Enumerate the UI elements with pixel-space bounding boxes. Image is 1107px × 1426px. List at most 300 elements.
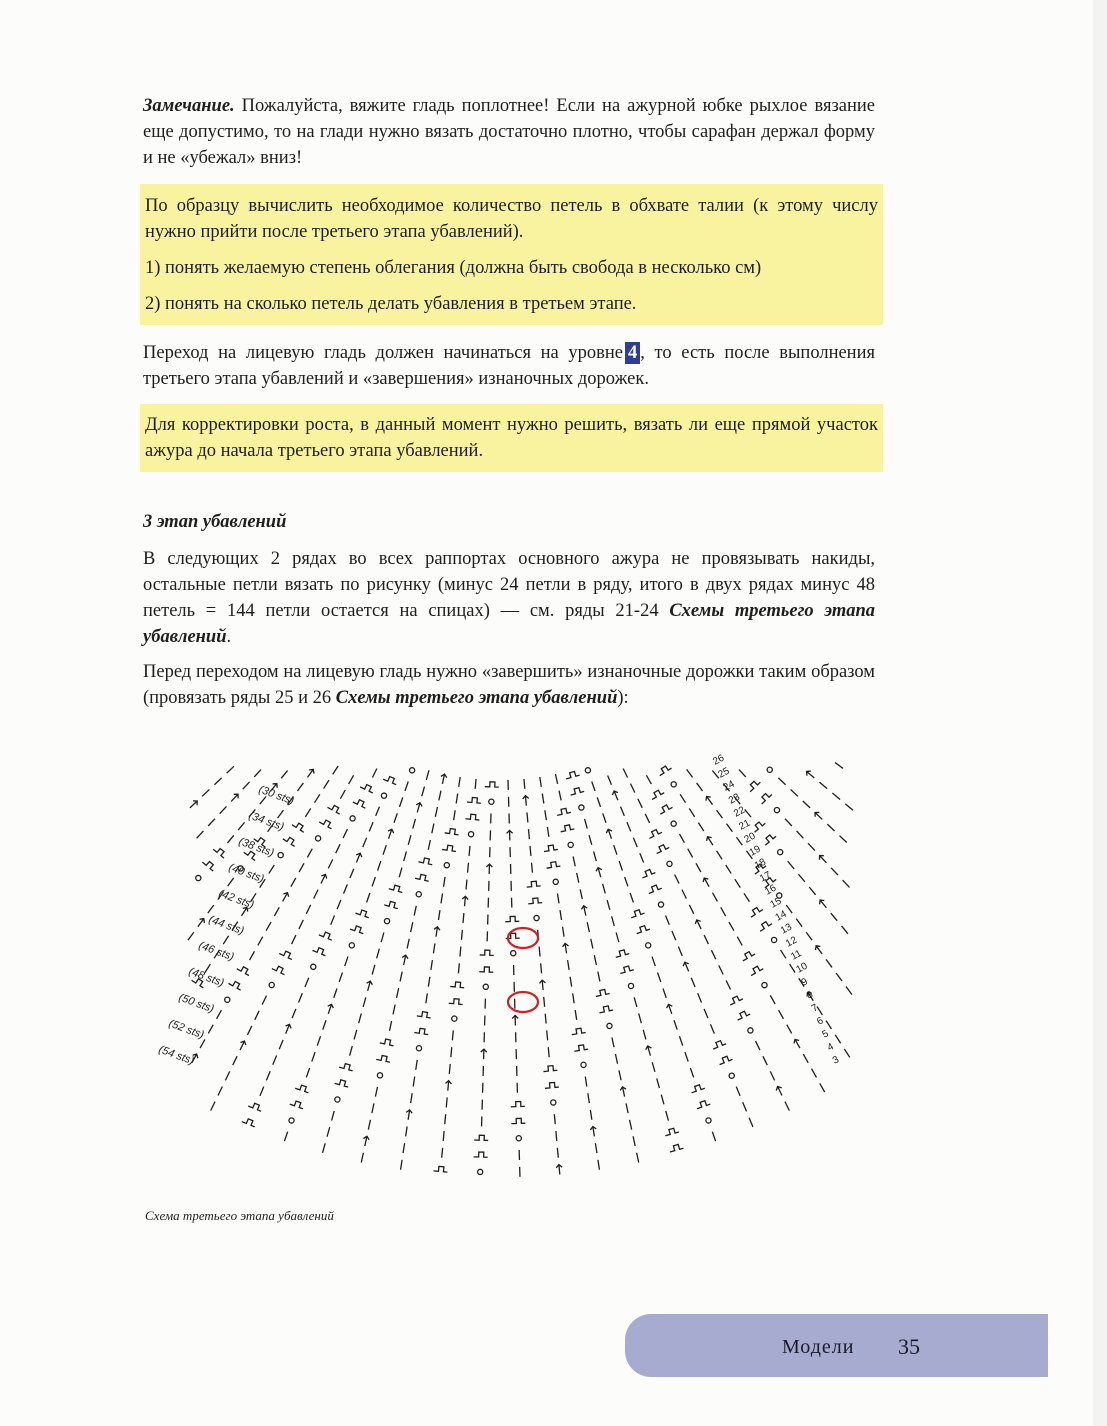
- stitch-symbol: [650, 788, 665, 799]
- stitch-symbol: [213, 845, 227, 858]
- note-paragraph: [143, 93, 875, 171]
- stitch-symbol: [614, 845, 617, 854]
- stitch-symbol: [218, 1087, 222, 1096]
- stitch-symbol: [740, 950, 755, 961]
- stitch-symbol: [666, 1111, 669, 1121]
- stitch-symbol: [580, 889, 582, 899]
- stitch-symbol: [545, 810, 547, 820]
- stitch-symbol: [711, 1039, 726, 1049]
- stitch-symbol: [405, 781, 408, 790]
- stitch-symbol: [306, 905, 310, 914]
- highlight1-p2: 1) понять желаемую степень облегания (должна быть свобода в несколько см): [145, 258, 762, 278]
- stitch-symbol: [667, 861, 672, 866]
- stitch-symbol: [778, 778, 785, 785]
- stitch-symbol: [305, 978, 309, 987]
- stitch-symbol: [568, 842, 573, 847]
- stitch-symbol: [588, 1093, 590, 1103]
- stitch-symbol: [376, 1054, 391, 1062]
- stitch-symbol: [369, 822, 373, 831]
- stitch-symbol: [607, 1023, 612, 1028]
- stitch-symbol: [788, 861, 794, 869]
- stitch-symbol: [512, 1015, 518, 1025]
- stitch-symbol: [704, 795, 715, 807]
- stitch-symbol: [797, 831, 804, 838]
- stitch-symbol: [208, 819, 215, 826]
- stitch-symbol: [376, 807, 380, 816]
- stitch-symbol: [539, 947, 540, 957]
- stitch-symbol: [787, 1025, 792, 1034]
- stitch-symbol: [826, 1021, 831, 1029]
- stitch-symbol: [736, 1087, 740, 1096]
- stitch-symbol: [292, 820, 306, 832]
- stitch-symbol: [598, 972, 600, 982]
- stitch-symbol: [805, 769, 817, 780]
- stitch-symbol: [426, 770, 429, 780]
- stitch-symbol: [556, 1164, 563, 1175]
- stitch-symbol: [339, 1062, 354, 1071]
- stitch-symbol: [401, 955, 409, 966]
- stitch-symbol: [560, 824, 575, 832]
- stitch-symbol: [481, 1049, 487, 1059]
- row-number-label: 15: [768, 895, 784, 911]
- stitch-symbol: [188, 932, 194, 940]
- stitch-symbol: [335, 1079, 350, 1088]
- stitch-symbol: [284, 1132, 287, 1141]
- stitch-symbol: [238, 822, 244, 830]
- stitch-symbol: [459, 777, 461, 787]
- stitch-symbol: [565, 770, 580, 779]
- row-number-label: 9: [799, 976, 810, 989]
- stitch-symbol: [679, 1036, 682, 1045]
- stitch-symbol: [188, 799, 199, 810]
- stitch-symbol: [442, 844, 457, 851]
- stitch-symbol: [679, 834, 684, 843]
- stitch-symbol: [718, 1055, 733, 1065]
- stitch-symbol: [466, 880, 467, 890]
- row-number-label: 24: [721, 778, 737, 794]
- stitch-symbol: [690, 1084, 705, 1093]
- stitch-symbol: [706, 1118, 711, 1123]
- stitch-symbol: [581, 1062, 586, 1067]
- stitch-symbol: [449, 1064, 450, 1074]
- stitch-symbol: [647, 884, 662, 894]
- stitch-symbol: [719, 965, 723, 974]
- stitch-symbol: [827, 824, 834, 831]
- stitch-symbol: [729, 922, 734, 931]
- stitch-symbol: [634, 997, 637, 1007]
- stitch-symbol: [442, 1148, 443, 1158]
- stitch-symbol: [758, 791, 772, 804]
- stitch-symbol: [278, 810, 284, 818]
- stitch-symbol: [254, 770, 261, 777]
- stitch-symbol: [545, 1014, 546, 1024]
- stitch-symbol: [349, 775, 354, 784]
- stitch-symbol: [570, 977, 572, 987]
- stitch-symbol: [736, 837, 742, 845]
- stitch-symbol: [630, 893, 633, 902]
- stitch-symbol: [534, 915, 539, 920]
- stitch-symbol: [414, 906, 416, 916]
- stitch-symbol: [666, 1003, 675, 1014]
- stitch-symbol: [646, 943, 651, 948]
- note-text: Пожалуйста, вяжите гладь поплотнее! Если на ажурной юбке рыхлое вязание еще допустимо, то на глади нужно вязать достаточно плотно, чтобы сарафан держал форму и не «убежал» вниз!: [143, 96, 875, 168]
- stitch-symbol: [413, 819, 416, 829]
- stitch-symbol: [247, 1026, 251, 1035]
- stitch-symbol: [306, 1068, 309, 1077]
- knitting-chart: [130, 745, 870, 1215]
- stitch-symbol: [671, 821, 676, 826]
- stitch-symbol: [363, 838, 367, 847]
- row-number-label: 25: [716, 765, 732, 781]
- stitch-symbol: [844, 1049, 849, 1057]
- stitch-symbol: [786, 905, 792, 913]
- stitch-symbol: [384, 918, 389, 923]
- stitch-symbol: [314, 890, 318, 899]
- stitch-symbol: [359, 1014, 362, 1024]
- stitch-symbol: [581, 905, 589, 916]
- stitch-symbol: [227, 835, 233, 843]
- stitch-symbol: [775, 1085, 785, 1097]
- stitch-symbol: [339, 972, 342, 981]
- stitch-symbol: [260, 1087, 264, 1096]
- stitch-symbol: [702, 877, 712, 889]
- stitch-symbol: [432, 824, 434, 834]
- highlight-circle: [508, 992, 538, 1012]
- stitch-symbol: [229, 792, 240, 803]
- stitch-symbol: [372, 769, 376, 778]
- stitch-symbol: [643, 1030, 646, 1040]
- stitch-symbol: [323, 1020, 326, 1029]
- stitch-symbol: [611, 790, 620, 802]
- stitch-symbol: [274, 907, 279, 916]
- highlight1-p1: По образцу вычислить необходимое количество петель в обхвате талии (к этому числу нужно прийти после третьего этапа убавлений).: [145, 196, 878, 242]
- stitch-symbol: [543, 844, 558, 851]
- stitch-symbol: [528, 829, 529, 839]
- stitch-symbol: [527, 812, 528, 822]
- row-number-label: 3: [830, 1054, 841, 1067]
- stitch-symbol: [735, 1010, 750, 1021]
- stitch-symbol: [530, 846, 531, 856]
- stitch-symbol: [505, 916, 519, 921]
- stitch-symbol: [445, 1080, 452, 1091]
- stitch-symbol: [489, 799, 494, 804]
- stitch-symbol: [669, 1143, 684, 1152]
- stitch-symbol: [756, 1041, 760, 1050]
- stitch-symbol: [808, 843, 815, 850]
- stitch-symbol: [831, 868, 838, 875]
- stitch-symbol: [281, 771, 287, 779]
- stitch-symbol: [354, 852, 363, 864]
- stitch-symbol: [543, 1065, 557, 1071]
- stitch-symbol: [399, 868, 402, 878]
- highlight-block-1: [140, 184, 883, 325]
- row-number-label: 12: [784, 934, 800, 950]
- stitch-symbol: [414, 1028, 429, 1035]
- stitch-symbol: [243, 782, 250, 789]
- stitch-symbol: [592, 781, 595, 790]
- stitch-symbol: [803, 801, 810, 808]
- stitch-symbol: [335, 1097, 340, 1102]
- stitch-symbol: [748, 905, 762, 917]
- stitch-symbol: [585, 1077, 587, 1087]
- stitch-symbol: [645, 1045, 653, 1056]
- stitch-symbol: [372, 1103, 374, 1113]
- stitch-symbol: [546, 861, 561, 868]
- stitch-symbol: [404, 851, 407, 861]
- stitch-count-label: (48 sts): [186, 965, 226, 990]
- stitch-symbol: [262, 996, 266, 1005]
- stitch-symbol: [574, 1044, 589, 1051]
- stitch-symbol: [463, 913, 464, 923]
- stitch-symbol: [820, 1083, 825, 1092]
- stitch-symbol: [363, 997, 366, 1007]
- stitch-symbol: [657, 764, 671, 776]
- stitch-symbol: [540, 777, 542, 787]
- stitch-symbol: [350, 1046, 353, 1056]
- stitch-symbol: [449, 998, 463, 1004]
- section-paragraph-2: Перед переходом на лицевую гладь нужно «завершить» изнаночные дорожки таким образом (провязать ряды 25 и 26 Схемы третьего этапа убавлений):: [143, 662, 875, 708]
- stitch-symbol: [269, 865, 274, 873]
- stitch-symbol: [557, 894, 559, 904]
- stitch-symbol: [355, 908, 370, 917]
- stitch-symbol: [594, 955, 596, 965]
- stitch-symbol: [836, 973, 842, 981]
- stitch-symbol: [362, 1136, 370, 1147]
- stitch-symbol: [631, 784, 635, 793]
- stitch-symbol: [595, 867, 603, 878]
- stitch-symbol: [273, 1056, 277, 1065]
- stitch-symbol: [237, 964, 252, 975]
- stitch-symbol: [655, 843, 670, 854]
- stitch-symbol: [619, 861, 622, 870]
- stitch-symbol: [826, 959, 832, 967]
- stitch-count-label: (34 sts): [246, 809, 286, 834]
- stitch-symbol: [553, 879, 558, 884]
- stitch-symbol: [416, 892, 421, 897]
- stitch-symbol: [416, 1046, 421, 1051]
- stitch-symbol: [680, 794, 685, 802]
- stitch-symbol: [350, 816, 355, 821]
- chart-caption: Схема третьего этапа убавлений: [145, 1208, 334, 1223]
- stitch-symbol: [208, 1025, 213, 1034]
- stitch-symbol: [475, 779, 476, 789]
- stitch-symbol: [305, 808, 310, 816]
- stitch-symbol: [544, 997, 545, 1007]
- stitch-count-label: (44 sts): [206, 913, 246, 938]
- stitch-symbol: [480, 950, 494, 955]
- stitch-symbol: [312, 946, 327, 956]
- stitch-symbol: [748, 1028, 753, 1033]
- row-number-label: 16: [763, 882, 779, 898]
- stitch-symbol: [663, 988, 666, 997]
- stitch-symbol: [280, 891, 290, 903]
- row-number-label: 8: [804, 989, 815, 1002]
- stitch-symbol: [315, 836, 320, 841]
- stitch-symbol: [299, 863, 304, 872]
- stitch-symbol: [272, 964, 287, 975]
- stitch-symbol: [626, 1103, 628, 1113]
- row-number-label: 13: [778, 921, 794, 937]
- stitch-symbol: [717, 851, 722, 859]
- page-number: 35: [898, 1334, 920, 1359]
- stitch-symbol: [779, 1010, 784, 1019]
- stitch-symbol: [666, 915, 670, 924]
- stitch-symbol: [299, 920, 303, 929]
- stitch-symbol: [554, 1114, 555, 1124]
- stitch-symbol: [439, 773, 447, 784]
- stitch-symbol: [397, 988, 399, 998]
- stitch-symbol: [290, 1099, 305, 1108]
- stitch-symbol: [331, 915, 335, 924]
- stitch-symbol: [468, 863, 469, 873]
- stitch-symbol: [620, 1086, 628, 1097]
- stitch-symbol: [451, 1047, 452, 1057]
- stitch-count-label: (40 sts): [226, 861, 266, 886]
- stitch-symbol: [575, 1010, 577, 1020]
- stitch-symbol: [413, 1077, 415, 1087]
- stitch-symbol: [314, 794, 319, 802]
- stitch-symbol: [595, 989, 610, 997]
- stitch-symbol: [657, 1078, 660, 1088]
- row-number-label: 18: [752, 856, 768, 872]
- stitch-symbol: [577, 873, 579, 883]
- stitch-symbol: [214, 778, 221, 785]
- stitch-symbol: [462, 896, 469, 907]
- stitch-symbol: [383, 775, 398, 785]
- stitch-symbol: [511, 1118, 525, 1123]
- stitch-symbol: [612, 1038, 614, 1048]
- stitch-symbol: [334, 988, 337, 997]
- stitch-symbol: [747, 779, 761, 792]
- stitch-symbol: [813, 810, 824, 821]
- stitch-symbol: [228, 979, 243, 990]
- stitch-symbol: [542, 794, 544, 804]
- stitch-symbol: [433, 1166, 447, 1172]
- stitch-symbol: [196, 875, 201, 880]
- stitch-symbol: [835, 762, 843, 768]
- stitch-symbol: [328, 803, 343, 814]
- stitch-symbol: [405, 1109, 412, 1120]
- stitch-symbol: [843, 880, 850, 887]
- stitch-symbol: [394, 813, 397, 822]
- stitch-symbol: [269, 982, 274, 987]
- transition-paragraph: [143, 340, 875, 392]
- stitch-symbol: [685, 1052, 688, 1061]
- row-number-label: 19: [747, 843, 763, 859]
- stitch-symbol: [778, 850, 783, 855]
- stitch-symbol: [585, 819, 588, 829]
- stitch-symbol: [749, 1118, 753, 1127]
- stitch-symbol: [603, 884, 606, 894]
- stitch-symbol: [428, 977, 430, 987]
- stitch-symbol: [433, 926, 440, 937]
- row-number-label: 21: [737, 817, 753, 833]
- stitch-symbol: [619, 965, 634, 974]
- stitch-symbol: [694, 919, 704, 931]
- stitch-symbol: [587, 922, 589, 932]
- stitch-symbol: [202, 789, 209, 796]
- stitch-symbol: [305, 768, 316, 780]
- stitch-symbol: [461, 930, 462, 940]
- stitch-symbol: [607, 900, 610, 910]
- stitch-symbol: [785, 819, 792, 826]
- stitch-symbol: [255, 1011, 259, 1020]
- stitch-symbol: [539, 980, 546, 991]
- stitch-symbol: [406, 1127, 408, 1137]
- stitch-symbol: [390, 1021, 392, 1031]
- stitch-symbol: [689, 905, 693, 914]
- stitch-symbol: [585, 768, 590, 773]
- stitch-symbol: [460, 947, 461, 957]
- stitch-symbol: [526, 881, 540, 887]
- stitch-symbol: [372, 965, 375, 975]
- stitch-symbol: [846, 987, 852, 995]
- highlight1-p3: 2) понять на сколько петель делать убавления в третьем этапе.: [145, 294, 637, 314]
- stitch-symbol: [217, 1010, 222, 1019]
- stitch-symbol: [568, 960, 570, 970]
- stitch-symbol: [814, 944, 825, 956]
- stitch-symbol: [454, 810, 456, 820]
- stitch-symbol: [817, 853, 828, 864]
- stitch-symbol: [627, 822, 631, 831]
- stitch-symbol: [452, 1016, 457, 1021]
- stitch-symbol: [524, 779, 525, 789]
- stitch-symbol: [528, 898, 542, 904]
- stitch-symbol: [324, 780, 329, 788]
- stitch-symbol: [569, 787, 584, 796]
- stitch-symbol: [444, 863, 449, 868]
- stitch-symbol: [522, 795, 529, 806]
- stitch-symbol: [474, 1135, 488, 1140]
- stitch-symbol: [640, 853, 644, 862]
- stitch-symbol: [511, 1101, 525, 1106]
- stitch-symbol: [445, 828, 460, 835]
- stitch-symbol: [377, 1073, 382, 1078]
- stitch-symbol: [297, 783, 303, 791]
- stitch-symbol: [516, 1136, 521, 1141]
- stitch-symbol: [377, 949, 380, 959]
- stitch-symbol: [605, 828, 614, 839]
- stitch-symbol: [283, 1023, 292, 1035]
- row-number-label: 23: [726, 791, 742, 807]
- stitch-symbol: [375, 1087, 377, 1097]
- stitch-symbol: [818, 898, 829, 910]
- stitch-symbol: [652, 957, 655, 966]
- stitch-symbol: [547, 827, 549, 837]
- stitch-symbol: [507, 830, 513, 840]
- stitch-symbol: [619, 1070, 621, 1080]
- stitch-symbol: [400, 797, 403, 806]
- stitch-symbol: [278, 852, 283, 857]
- stitch-symbol: [416, 1060, 418, 1070]
- stitch-symbol: [749, 964, 764, 975]
- stitch-symbol: [621, 807, 625, 816]
- level-marker: 4: [625, 342, 640, 364]
- stitch-symbol: [248, 1101, 263, 1111]
- stitch-symbol: [774, 807, 779, 812]
- stitch-symbol: [803, 1054, 808, 1063]
- stitch-symbol: [456, 794, 458, 804]
- stitch-symbol: [762, 982, 767, 987]
- stitch-symbol: [780, 950, 785, 958]
- stitch-symbol: [637, 1153, 639, 1163]
- stitch-symbol: [228, 878, 234, 886]
- stitch-symbol: [250, 951, 255, 960]
- stitch-symbol: [344, 884, 348, 893]
- stitch-symbol: [467, 797, 481, 803]
- stitch-symbol: [646, 775, 651, 784]
- stitch-symbol: [340, 790, 345, 799]
